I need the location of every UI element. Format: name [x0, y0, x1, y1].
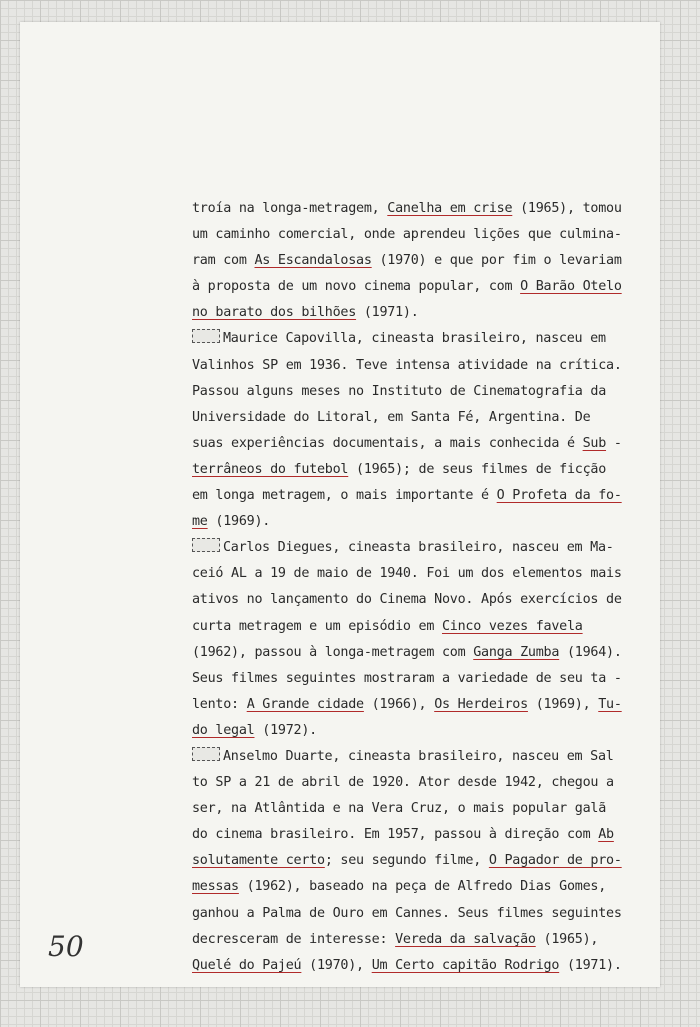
text-line: [192, 405, 632, 431]
text-line: [192, 457, 632, 483]
text-line: [192, 274, 632, 300]
text-line: [192, 822, 632, 848]
underlined-title: O Pagador de pro-: [488, 853, 622, 869]
text-segment: (1964).: [559, 644, 622, 660]
text-line: [192, 509, 632, 535]
underlined-title: Vereda da salvação: [395, 931, 536, 947]
text-line: [192, 848, 632, 874]
underlined-title: Canelha em crise: [387, 201, 513, 216]
text-line: [192, 561, 632, 587]
underlined-title: O Barão Otelo: [520, 279, 622, 295]
underlined-title: Quelé do Pajeú: [192, 957, 302, 973]
text-line: [192, 874, 632, 900]
text-segment: -: [606, 435, 622, 451]
underlined-title: O Profeta da fo-: [496, 488, 622, 504]
text-segment: à proposta de um novo cinema popular, com: [192, 279, 521, 295]
page-number: 50: [48, 930, 84, 963]
text-segment: Maurice Capovilla, cineasta brasileiro, nasceu em: [223, 331, 606, 347]
text-line: [192, 692, 632, 718]
text-segment: (1965),: [535, 931, 599, 947]
text-segment: (1966),: [363, 696, 435, 712]
text-line: [192, 744, 632, 770]
text-line: [192, 927, 632, 953]
text-segment: (1962), passou à longa-metragem com: [192, 644, 474, 660]
text-segment: Carlos Diegues, cineasta brasileiro, nasceu em Ma-: [223, 540, 614, 556]
underlined-title: terrâneos do futebol: [192, 461, 349, 477]
underlined-title: messas: [192, 879, 239, 895]
text-line: [192, 431, 632, 457]
underlined-title: Ab: [598, 827, 614, 843]
text-segment: troía na longa-metragem,: [192, 201, 388, 216]
text-line: [192, 718, 632, 744]
underlined-title: Cinco vezes favela: [441, 618, 583, 634]
document-page: [20, 22, 660, 987]
text-line: [192, 300, 632, 326]
text-segment: (1970),: [301, 957, 372, 973]
text-segment: ; seu segundo filme,: [324, 853, 489, 869]
text-line: [192, 953, 632, 979]
text-line: [192, 196, 632, 222]
text-segment: (1965); de seus filmes de ficção: [348, 461, 607, 477]
text-segment: lento:: [192, 696, 247, 712]
entry-marker-box: [192, 538, 220, 552]
underlined-title: me: [192, 514, 208, 530]
text-line: [192, 248, 632, 274]
entry-marker-box: [192, 329, 220, 343]
text-segment: (1971).: [356, 305, 419, 321]
text-line: [192, 353, 632, 379]
text-segment: suas experiências documentais, a mais conhecida é: [192, 435, 583, 451]
underlined-title: Um Certo capitão Rodrigo: [371, 957, 560, 973]
underlined-title: solutamente certo: [192, 853, 325, 869]
text-segment: (1972).: [254, 722, 317, 738]
text-segment: (1969).: [207, 514, 271, 530]
text-segment: Seus filmes seguintes mostraram a variedade de seu ta -: [192, 670, 622, 686]
text-line: [192, 483, 632, 509]
text-line: [192, 614, 632, 640]
text-segment: to SP a 21 de abril de 1920. Ator desde 1942, chegou a: [192, 775, 614, 791]
text-line: [192, 222, 632, 248]
text-segment: (1969),: [527, 696, 599, 712]
text-line: [192, 326, 632, 352]
text-segment: Valinhos SP em 1936. Teve intensa atividade na crítica.: [192, 357, 622, 373]
underlined-title: A Grande cidade: [246, 696, 364, 712]
text-segment: (1965), tomou: [512, 201, 622, 216]
underlined-title: do legal: [192, 722, 255, 738]
text-segment: curta metragem e um episódio em: [192, 618, 442, 634]
text-segment: (1970) e que por fim o levariam: [371, 253, 622, 269]
text-segment: Passou alguns meses no Instituto de Cinematografia da: [192, 383, 607, 399]
text-segment: decresceram de interesse:: [192, 931, 396, 947]
text-segment: ceió AL a 19 de maio de 1940. Foi um dos elementos mais: [192, 566, 622, 582]
text-segment: (1971).: [559, 957, 622, 973]
underlined-title: Ganga Zumba: [473, 644, 560, 660]
underlined-title: Tu-: [598, 696, 622, 712]
text-segment: em longa metragem, o mais importante é: [192, 488, 497, 504]
body-text: [192, 196, 632, 979]
text-segment: Anselmo Duarte, cineasta brasileiro, nasceu em Sal: [223, 748, 614, 764]
underlined-title: Os Herdeiros: [434, 696, 528, 712]
text-line: [192, 770, 632, 796]
text-line: [192, 640, 632, 666]
text-segment: ativos no lançamento do Cinema Novo. Após exercícios de: [192, 592, 622, 608]
text-line: [192, 901, 632, 927]
text-segment: (1962), baseado na peça de Alfredo Dias Gomes,: [238, 879, 607, 895]
text-segment: ram com: [192, 253, 255, 269]
underlined-title: no barato dos bilhões: [192, 305, 357, 321]
underlined-title: Sub: [582, 435, 607, 451]
text-line: [192, 587, 632, 613]
text-segment: Universidade do Litoral, em Santa Fé, Argentina. De: [192, 409, 591, 425]
text-line: [192, 379, 632, 405]
text-segment: ser, na Atlântida e na Vera Cruz, o mais popular galã: [192, 801, 607, 817]
text-segment: do cinema brasileiro. Em 1957, passou à direção com: [192, 827, 599, 843]
text-segment: ganhou a Palma de Ouro em Cannes. Seus filmes seguintes: [192, 905, 622, 921]
text-line: [192, 666, 632, 692]
text-segment: um caminho comercial, onde aprendeu lições que culmina-: [192, 227, 622, 243]
text-line: [192, 535, 632, 561]
text-line: [192, 796, 632, 822]
entry-marker-box: [192, 747, 220, 761]
underlined-title: As Escandalosas: [254, 253, 372, 269]
